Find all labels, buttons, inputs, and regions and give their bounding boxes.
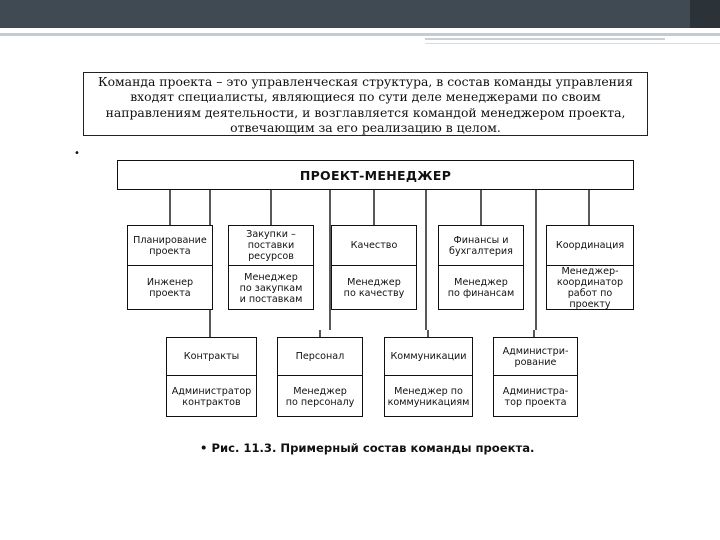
org-unit-planning [127, 225, 213, 310]
unit-area: Планирование проекта [133, 234, 207, 257]
bullet-dot: • [74, 148, 80, 159]
unit-area: Координация [555, 240, 625, 251]
unit-role: Менеджер- координатор работ по проекту [556, 266, 624, 310]
org-unit-procurement [228, 225, 314, 310]
org-unit-administration [493, 337, 578, 417]
unit-area: Финансы и бухгалтерия [449, 234, 513, 257]
project-manager-box: ПРОЕКТ-МЕНЕДЖЕР [117, 160, 634, 190]
unit-area: Качество [350, 240, 398, 251]
unit-role: Администра- тор проекта [502, 385, 569, 408]
unit-role: Администратор контрактов [171, 385, 252, 408]
unit-role: Инженер проекта [146, 277, 194, 299]
unit-area: Персонал [295, 351, 345, 362]
unit-role: Менеджер по качеству [343, 277, 405, 299]
org-unit-communications [384, 337, 473, 417]
unit-role: Менеджер по персоналу [285, 385, 355, 408]
unit-area: Администри- рование [502, 345, 569, 368]
org-unit-coordination [546, 225, 634, 310]
figure-caption: • Рис. 11.3. Примерный состав команды проекта. [200, 441, 535, 455]
unit-area: Закупки – поставки ресурсов [246, 229, 296, 262]
unit-role: Менеджер по закупкам и поставкам [239, 271, 303, 305]
org-unit-quality [331, 225, 417, 310]
unit-area: Коммуникации [390, 351, 467, 362]
org-unit-finance [438, 225, 524, 310]
unit-role: Менеджер по коммуникациям [387, 385, 470, 408]
org-unit-contracts [166, 337, 257, 417]
unit-role: Менеджер по финансам [447, 277, 515, 299]
unit-area: Контракты [183, 351, 240, 362]
intro-text: Команда проекта – это управленческая структура, в состав команды управления входят специалисты, являющиеся по сути деле менеджерами по своим направлениям деятельности, и возглавляется командой менеджером проекта, отвечающим за его реализацию в целом. [83, 72, 648, 136]
org-unit-personnel [277, 337, 363, 417]
